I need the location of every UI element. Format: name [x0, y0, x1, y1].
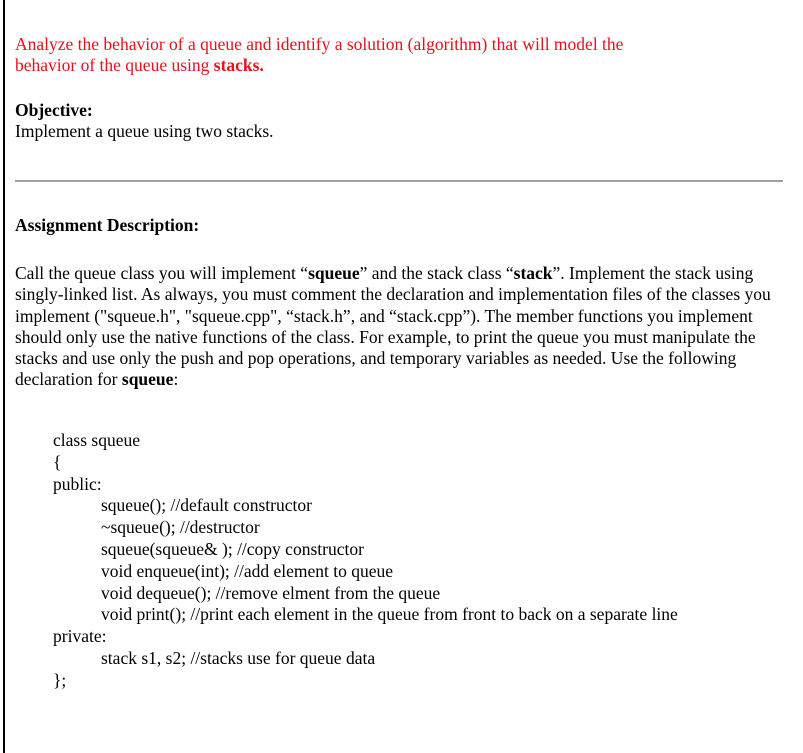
desc-squeue-bold-2: squeue [121, 369, 174, 390]
code-line: squeue(); //default constructor [101, 495, 312, 516]
code-line: void enqueue(int); //add element to queue [101, 560, 394, 581]
code-line: squeue(squeue& ); //copy constructor [101, 538, 364, 559]
objective-text: Implement a queue using two stacks. [15, 121, 274, 141]
code-line: void print(); //print each element in the queue from front to back on a separate line [101, 604, 678, 625]
intro-text [15, 34, 715, 76]
assignment-description [15, 263, 790, 391]
intro-line-1: Analyze the behavior of a queue and identify a solution (algorithm) that will model the [15, 34, 624, 54]
intro-stacks-bold: stacks. [213, 55, 264, 75]
desc-stack-bold: stack [513, 263, 553, 283]
code-line: { [53, 451, 62, 472]
assignment-heading: Assignment Description: [15, 215, 200, 235]
page-left-border [3, 0, 5, 753]
section-divider [15, 180, 783, 182]
code-line: ~squeue(); //destructor [101, 517, 260, 538]
desc-part: ” and the stack class “ [359, 263, 514, 283]
objective-heading: Objective: [15, 100, 93, 120]
code-line: }; [53, 669, 67, 690]
desc-squeue-bold: squeue [308, 263, 360, 283]
code-line: stack s1, s2; //stacks use for queue data [101, 647, 376, 668]
desc-part: Call the queue class you will implement “ [15, 263, 309, 283]
intro-line-2 [15, 55, 715, 76]
desc-part: : [173, 369, 179, 390]
class-declaration-code [53, 430, 678, 692]
code-line: class squeue [53, 430, 140, 450]
code-line: public: [53, 473, 102, 494]
code-line: private: [53, 626, 107, 647]
code-line: void dequeue(); //remove elment from the queue [101, 582, 441, 603]
desc-part: ”. Implement the stack using singly-linked list. As always, you must comment the declaration and implementation files of the classes you implement ("squeue.h", "squeue.cpp", “stack.h”, and “stack.cpp”). The member functions you implement should only use the native functions of the class. For example, to print the queue you must manipulate the stacks and use only the push and pop operations, and temporary variables as needed. Use the following declaration for [15, 263, 771, 390]
intro-line-2-text: behavior of the queue using [15, 55, 214, 75]
